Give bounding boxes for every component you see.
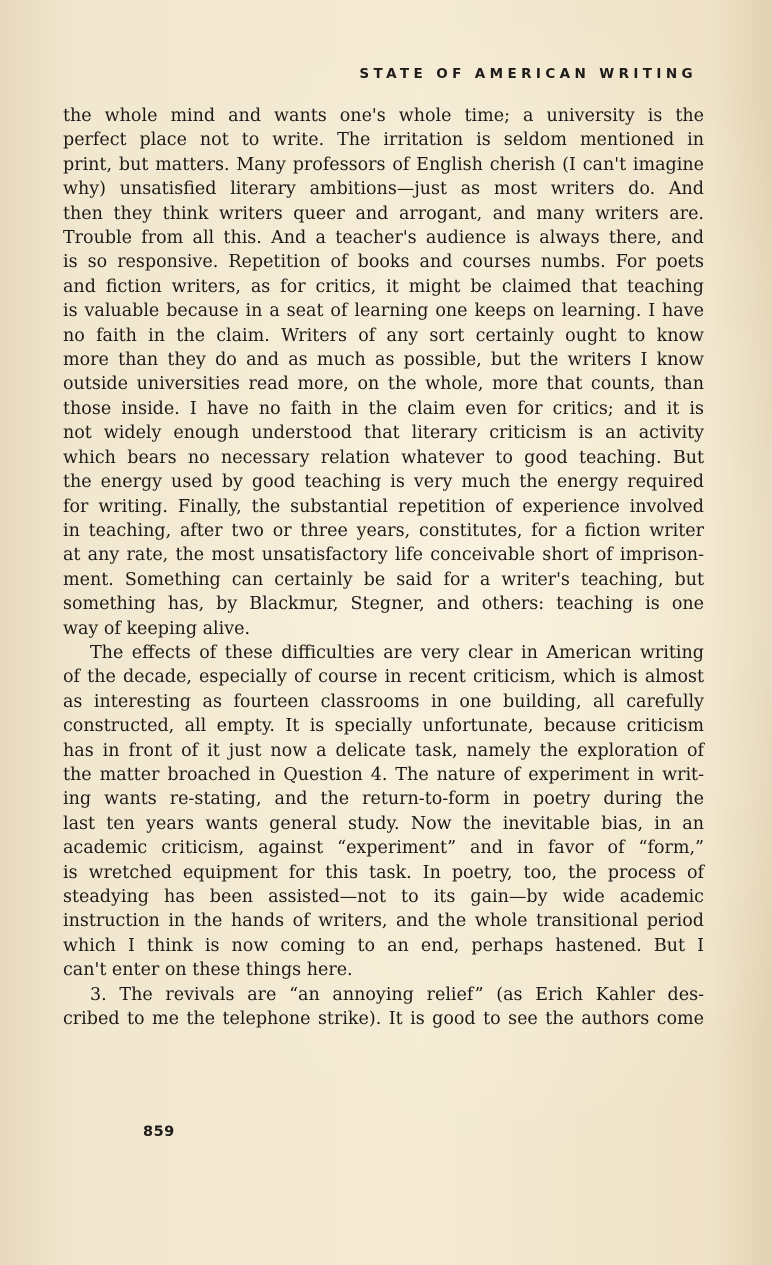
text-line: no faith in the claim. Writers of any sort certainly ought to know (63, 325, 704, 346)
text-line: those inside. I have no faith in the claim even for critics; and it is (63, 398, 704, 419)
text-line: cribed to me the telephone strike). It is good to see the authors come (63, 1009, 704, 1030)
text-line: not widely enough understood that literary criticism is an activity (63, 423, 704, 444)
text-line: the whole mind and wants one's whole time; a university is the (63, 106, 704, 126)
text-line: steadying has been assisted—not to its gain—by wide academic (63, 887, 704, 907)
text-line: academic criticism, against “experiment” and in favor of “form,” (63, 838, 704, 859)
text-line: the matter broached in Question 4. The nature of experiment in writ- (63, 764, 704, 785)
text-line: in teaching, after two or three years, constitutes, for a fiction writer (63, 520, 704, 541)
text-line: print, but matters. Many professors of English cherish (I can't imagine (63, 154, 704, 175)
text-line: why) unsatisfied literary ambitions—just as most writers do. And (63, 179, 704, 200)
text-line: Trouble from all this. And a teacher's audience is always there, and (63, 228, 704, 249)
text-line: for writing. Finally, the substantial repetition of experience involved (63, 496, 704, 517)
page-number: 859 (143, 1124, 175, 1140)
text-line: as interesting as fourteen classrooms in one building, all carefully (63, 691, 704, 712)
text-line: constructed, all empty. It is specially unfortunate, because criticism (63, 716, 704, 737)
text-line: ing wants re-stating, and the return-to-form in poetry during the (63, 789, 704, 810)
text-line: 3. The revivals are “an annoying relief” (as Erich Kahler des- (90, 984, 704, 1005)
body-text (63, 104, 704, 1031)
text-line: perfect place not to write. The irritation is seldom mentioned in (63, 130, 704, 151)
text-line: something has, by Blackmur, Stegner, and others: teaching is one (63, 594, 704, 615)
text-line: the energy used by good teaching is very much the energy required (63, 472, 704, 493)
text-line: last ten years wants general study. Now the inevitable bias, in an (63, 813, 704, 834)
text-line: outside universities read more, on the whole, more that counts, than (63, 374, 704, 395)
text-line: instruction in the hands of writers, and the whole transitional period (63, 911, 704, 932)
text-line: then they think writers queer and arrogant, and many writers are. (63, 203, 704, 224)
text-line: which bears no necessary relation whatever to good teaching. But (63, 447, 704, 468)
running-head: STATE OF AMERICAN WRITING (359, 66, 697, 82)
text-line: is wretched equipment for this task. In poetry, too, the process of (63, 862, 704, 883)
text-line: can't enter on these things here. (63, 960, 353, 981)
text-line: way of keeping alive. (63, 618, 251, 639)
text-line: which I think is now coming to an end, perhaps hastened. But I (63, 935, 704, 956)
text-line: has in front of it just now a delicate task, namely the exploration of (63, 740, 704, 761)
text-line: ment. Something can certainly be said for a writer's teaching, but (63, 569, 704, 590)
text-line: at any rate, the most unsatisfactory life conceivable short of imprison- (63, 545, 704, 566)
text-line: of the decade, especially of course in recent criticism, which is almost (63, 667, 704, 688)
text-line: is valuable because in a seat of learning one keeps on learning. I have (63, 301, 704, 322)
text-line: and fiction writers, as for critics, it might be claimed that teaching (63, 276, 704, 297)
text-line: is so responsive. Repetition of books and courses numbs. For poets (63, 252, 704, 273)
text-line: The effects of these difficulties are very clear in American writing (90, 642, 704, 663)
text-line: more than they do and as much as possible, but the writers I know (63, 350, 704, 371)
